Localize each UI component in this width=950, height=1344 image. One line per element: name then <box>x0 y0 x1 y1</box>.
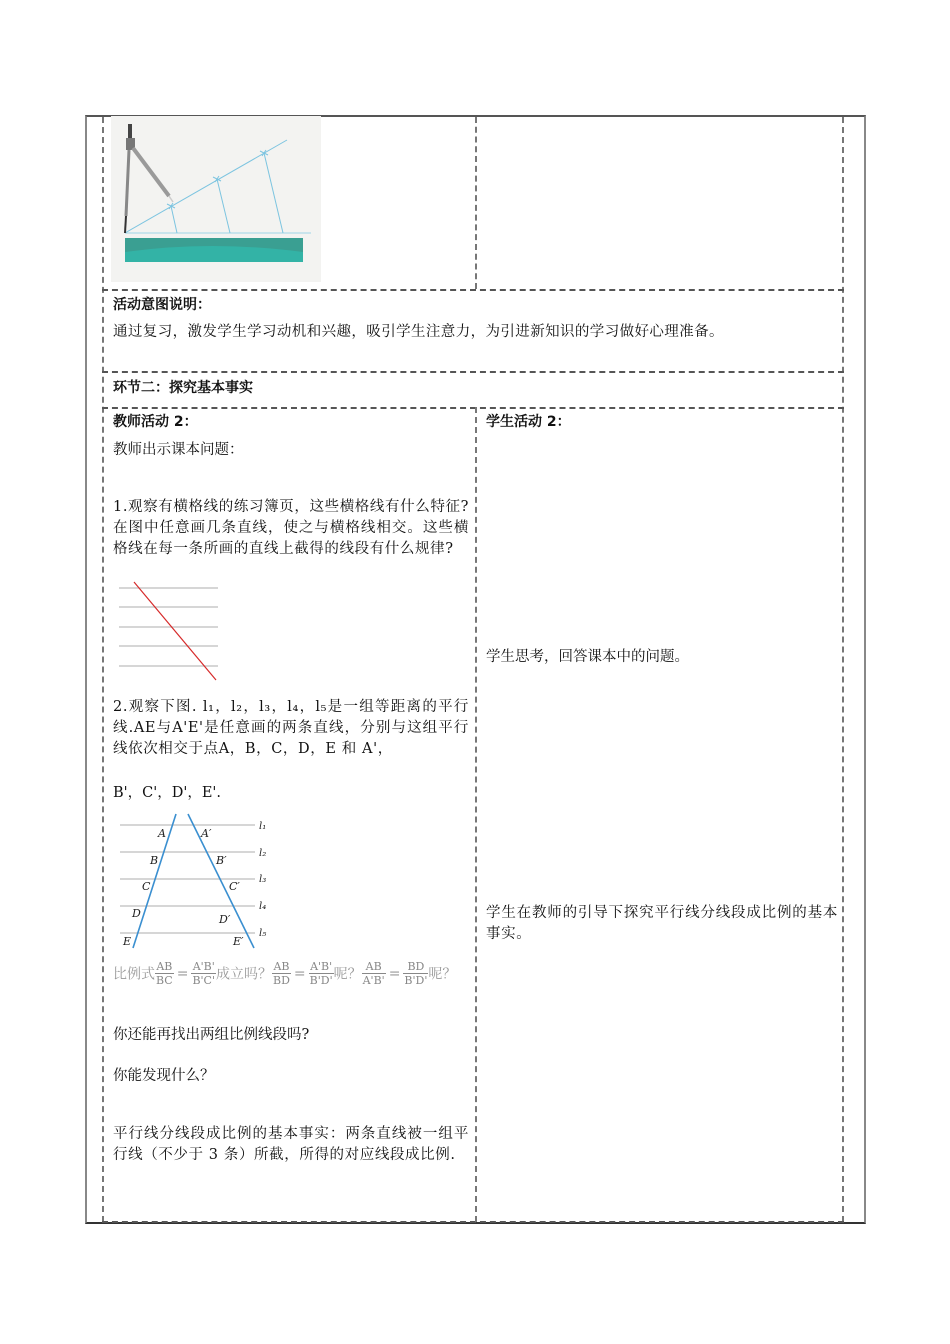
svg-text:C: C <box>142 880 151 893</box>
question-1: 1.观察有横格线的练习簿页，这些横格线有什么特征?在图中任意画几条直线，使之与横格线相交。这些横格线在每一条所画的直线上截得的线段有什么规律? <box>113 499 469 557</box>
column-divider <box>475 407 477 1222</box>
fraction: $\frac{AB}{BC}$ <box>156 960 173 987</box>
student-activity-heading: 学生活动 2： <box>486 414 571 430</box>
ratio-text: 呢？ <box>428 966 457 983</box>
fraction: $\frac{AB}{BD}$ <box>273 960 290 987</box>
row-divider <box>102 289 844 291</box>
ruled-lines-figure <box>118 580 222 684</box>
parallel-lines-figure <box>113 810 273 950</box>
question-2: 2.观察下图. l₁，l₂，l₃，l₄，l₅是一组等距离的平行线.AE与A'E'是任意画的两条直线，分别与这组平行线依次相交于点A，B，C，D，E 和 A'， <box>113 699 469 757</box>
ratio-prefix: 比例式 <box>113 966 155 983</box>
fraction: $\frac{A'B'}{B'D'}$ <box>309 960 333 987</box>
intent-heading: 活动意图说明： <box>113 297 211 313</box>
svg-text:A: A <box>158 827 166 840</box>
row-divider <box>102 1221 844 1223</box>
fraction: $\frac{A'B'}{B'C'}$ <box>192 960 216 987</box>
svg-text:B′: B′ <box>216 854 227 867</box>
column-divider <box>475 117 477 289</box>
svg-text:D: D <box>132 907 141 920</box>
svg-text:B: B <box>150 854 159 867</box>
question-2-continued: B'，C'，D'，E'. <box>113 785 222 801</box>
compass-construction-figure <box>111 116 321 282</box>
svg-text:l₄: l₄ <box>259 901 267 912</box>
svg-text:l₂: l₂ <box>259 848 267 859</box>
fraction: $\frac{AB}{A'B'}$ <box>362 960 385 987</box>
svg-text:l₅: l₅ <box>259 928 267 939</box>
svg-text:l₃: l₃ <box>259 874 267 885</box>
ratio-question: 比例式 $\frac{AB}{BC}$ = $\frac{A'B'}{B'C'}$ 成立吗？ $\frac{AB}{BD}$ = $\frac{A'B'}{B'D'}$ 呢？ $\frac{AB}{A'B'}$ = $\frac{BD}{B'D'}$ 呢？ <box>113 960 457 987</box>
svg-text:E: E <box>123 935 132 948</box>
section-heading: 环节二：探究基本事实 <box>113 380 253 396</box>
ratio-text: 成立吗？ <box>216 966 273 983</box>
teacher-intro: 教师出示课本问题： <box>113 442 244 458</box>
student-answer-2: 学生在教师的引导下探究平行线分线段成比例的基本事实。 <box>486 905 838 942</box>
fraction: $\frac{BD}{B'D'}$ <box>404 960 428 987</box>
svg-text:E′: E′ <box>233 935 244 948</box>
svg-text:l₁: l₁ <box>259 821 267 832</box>
intent-text: 通过复习，激发学生学习动机和兴趣，吸引学生注意力，为引进新知识的学习做好心理准备。 <box>113 324 724 340</box>
question-3: 你还能再找出两组比例线段吗? <box>113 1027 310 1043</box>
svg-text:A′: A′ <box>201 827 212 840</box>
question-4: 你能发现什么？ <box>113 1068 215 1084</box>
row-divider <box>102 371 844 373</box>
table-inner-left-border <box>102 117 104 1222</box>
ratio-text: 呢？ <box>333 966 362 983</box>
student-answer-1: 学生思考，回答课本中的问题。 <box>486 649 689 665</box>
basic-fact-conclusion: 平行线分线段成比例的基本事实：两条直线被一组平行线（不少于 3 条）所截，所得的对应线段成比例. <box>113 1126 469 1163</box>
table-inner-right-border <box>842 117 844 1222</box>
svg-text:C′: C′ <box>229 880 240 893</box>
teacher-activity-heading: 教师活动 2： <box>113 414 198 430</box>
svg-text:D′: D′ <box>219 913 231 926</box>
row-divider <box>102 407 844 409</box>
